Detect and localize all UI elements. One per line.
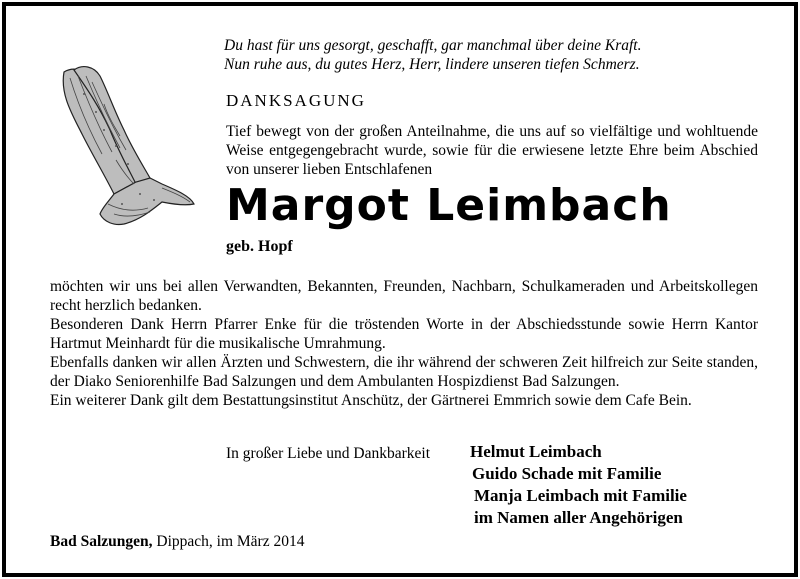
heading: DANKSAGUNG: [226, 91, 366, 110]
body-paragraph-4: Ein weiterer Dank gilt dem Bestattungsinstitut Anschütz, der Gärtnerei Emmrich sowie dem Cafe Bein.: [50, 392, 692, 409]
signer: Manja Leimbach mit Familie: [474, 486, 687, 505]
signer: im Namen aller Angehörigen: [474, 508, 683, 527]
signers-list: [470, 441, 687, 529]
poem: [224, 36, 704, 74]
body-paragraph-3: Ebenfalls danken wir allen Ärzten und Schwestern, die ihr während der schweren Zeit hilfreich zur Seite standen, der Diako Seniorenhilfe Bad Salzungen und dem Ambulanten Hospizdienst Bad Salzungen.: [50, 354, 758, 390]
poem-line-1: Du hast für uns gesorgt, geschafft, gar manchmal über deine Kraft.: [224, 37, 642, 54]
poem-line-2: Nun ruhe aus, du gutes Herz, Herr, lindere unseren tiefen Schmerz.: [224, 56, 640, 73]
body-paragraph-1: möchten wir uns bei allen Verwandten, Bekannten, Freunden, Nachbarn, Schulkameraden und Arbeitskollegen recht herzlich bedanken.: [50, 278, 758, 314]
place-date: [50, 533, 304, 551]
place-name: Bad Salzungen,: [50, 533, 153, 550]
obituary-notice: [2, 2, 798, 577]
signer: Helmut Leimbach: [470, 442, 602, 461]
date-text: Dippach, im März 2014: [152, 533, 305, 550]
intro-text: Tief bewegt von der großen Anteilnahme, die uns auf so vielfältige und wohltuende Weise entgegengebracht wurde, sowie für die erwiesene letzte Ehre beim Abschied von unserer lieben Entschlafenen: [226, 123, 758, 178]
signer: Guido Schade mit Familie: [472, 464, 662, 483]
deceased-name: Margot Leimbach: [226, 180, 672, 231]
praying-hands-icon: [44, 64, 204, 230]
maiden-name: geb. Hopf: [226, 238, 293, 255]
thanks-body: [50, 277, 758, 410]
body-paragraph-2: Besonderen Dank Herrn Pfarrer Enke für die tröstenden Worte in der Abschiedsstunde sowie Herrn Kantor Hartmut Meinhardt für die musikalische Umrahmung.: [50, 316, 758, 352]
closing-phrase: In großer Liebe und Dankbarkeit: [226, 445, 431, 462]
